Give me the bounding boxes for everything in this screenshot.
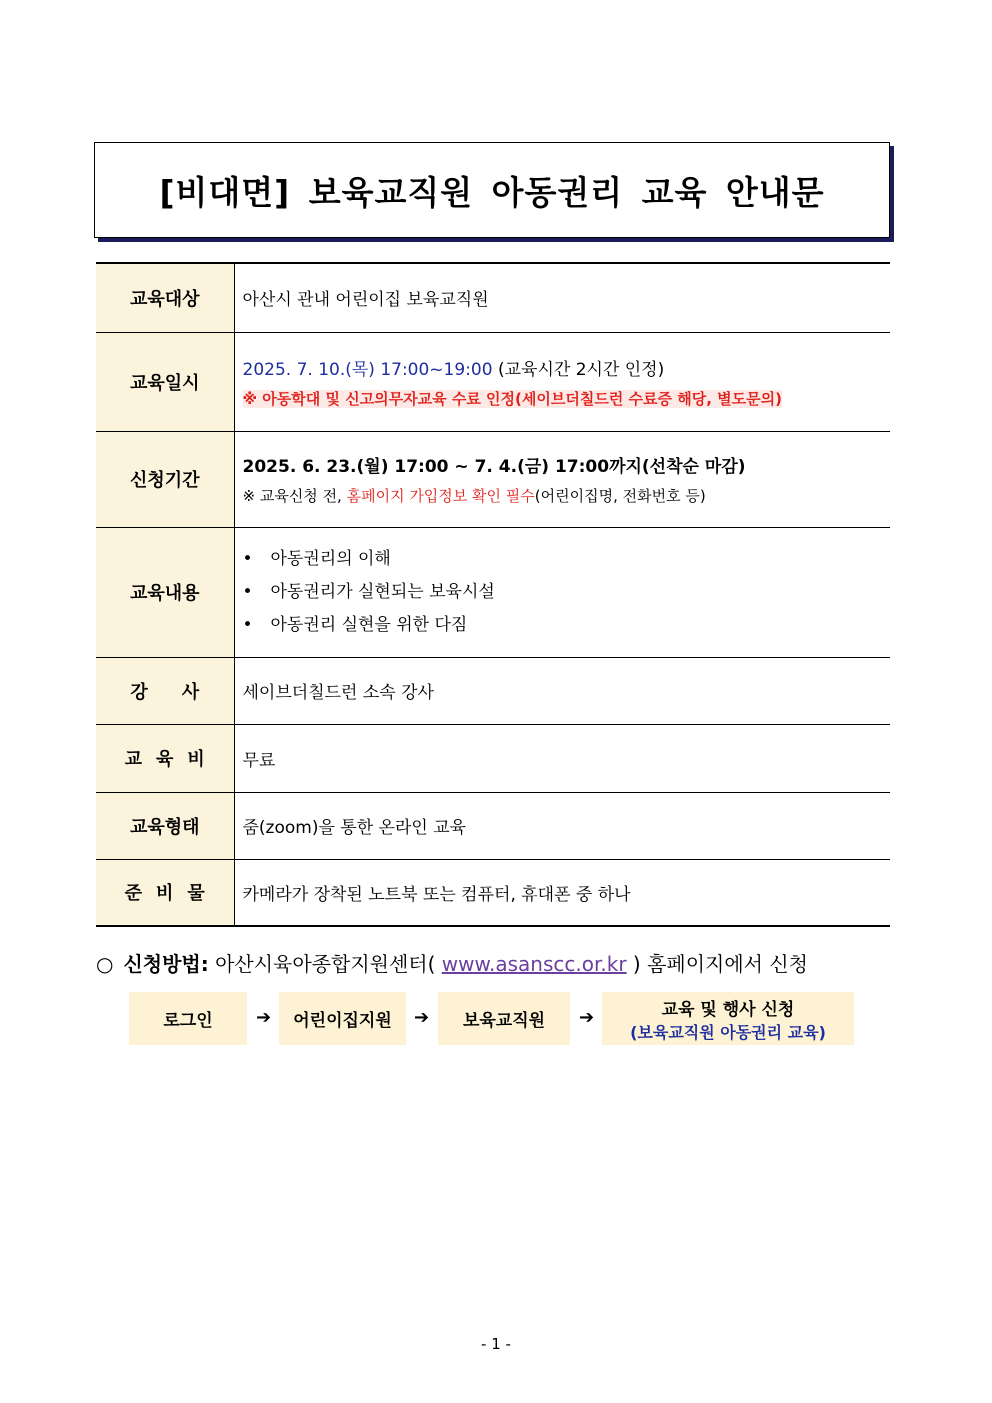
step-apply: 교육 및 행사 신청 (보육교직원 아동권리 교육) — [602, 992, 854, 1045]
label-content: 교육내용 — [96, 527, 234, 657]
info-table — [96, 262, 890, 927]
row-datetime — [96, 332, 890, 431]
list-item: • 아동권리 실현을 위한 다짐 — [243, 609, 883, 642]
label-datetime: 교육일시 — [96, 332, 234, 431]
label-supplies: 준비물 — [96, 859, 234, 926]
datetime-main: 2025. 7. 10.(목) 17:00~19:00 — [242, 359, 493, 380]
step-login: 로그인 — [129, 992, 247, 1045]
method-label: 신청방법: — [123, 952, 209, 976]
value-format: 줌(zoom)을 통한 온라인 교육 — [242, 818, 467, 838]
value-content — [234, 527, 890, 657]
page-number: - 1 - — [481, 1335, 511, 1353]
arrow-icon: ➔ — [256, 1007, 272, 1028]
period-note-prefix: ※ 교육신청 전, — [242, 487, 347, 505]
label-target: 교육대상 — [96, 263, 234, 332]
datetime-suffix: (교육시간 2시간 인정) — [492, 359, 665, 380]
value-datetime — [234, 332, 890, 431]
value-target: 아산시 관내 어린이집 보육교직원 — [242, 290, 489, 311]
application-method — [96, 948, 808, 977]
value-supplies: 카메라가 장착된 노트북 또는 컴퓨터, 휴대폰 중 하나 — [242, 884, 631, 905]
arrow-icon: ➔ — [579, 1007, 595, 1028]
list-item: • 아동권리의 이해 — [243, 543, 883, 576]
period-main: 2025. 6. 23.(월) 17:00 ~ 7. 4.(금) 17:00까지(선착순 마감) — [242, 457, 746, 477]
arrow-icon: ➔ — [414, 1007, 430, 1028]
row-supplies — [96, 859, 890, 926]
circle-bullet: ○ — [96, 952, 114, 976]
label-instructor: 강사 — [96, 657, 234, 724]
content-list — [243, 543, 883, 642]
value-instructor: 세이브더칠드런 소속 강사 — [242, 683, 434, 703]
label-period: 신청기간 — [96, 431, 234, 527]
period-note-red: 홈페이지 가입정보 확인 필수 — [346, 487, 535, 505]
title-box — [94, 142, 890, 238]
document-title: [비대면] 보육교직원 아동권리 교육 안내문 — [159, 172, 825, 212]
website-link[interactable]: www.asanscc.or.kr — [441, 952, 627, 976]
row-period — [96, 431, 890, 527]
row-target — [96, 263, 890, 332]
step-apply-sub: (보육교직원 아동권리 교육) — [630, 1022, 826, 1042]
row-fee — [96, 724, 890, 792]
label-fee: 교육비 — [96, 724, 234, 792]
step-staff: 보육교직원 — [438, 992, 570, 1045]
list-item: • 아동권리가 실현되는 보육시설 — [243, 576, 883, 609]
row-content — [96, 527, 890, 657]
step-daycare-support: 어린이집지원 — [279, 992, 406, 1045]
value-period — [234, 431, 890, 527]
value-fee: 무료 — [242, 750, 276, 771]
period-note-suffix: (어린이집명, 전화번호 등) — [534, 487, 706, 505]
row-instructor — [96, 657, 890, 724]
datetime-note: ※ 아동학대 및 신고의무자교육 수료 인정(세이브더칠드런 수료증 해당, 별도문의) — [242, 389, 782, 408]
method-text-after: ) 홈페이지에서 신청 — [626, 952, 808, 976]
label-format: 교육형태 — [96, 792, 234, 859]
method-text-before: 아산시육아종합지원센터( — [208, 952, 442, 976]
row-format — [96, 792, 890, 859]
